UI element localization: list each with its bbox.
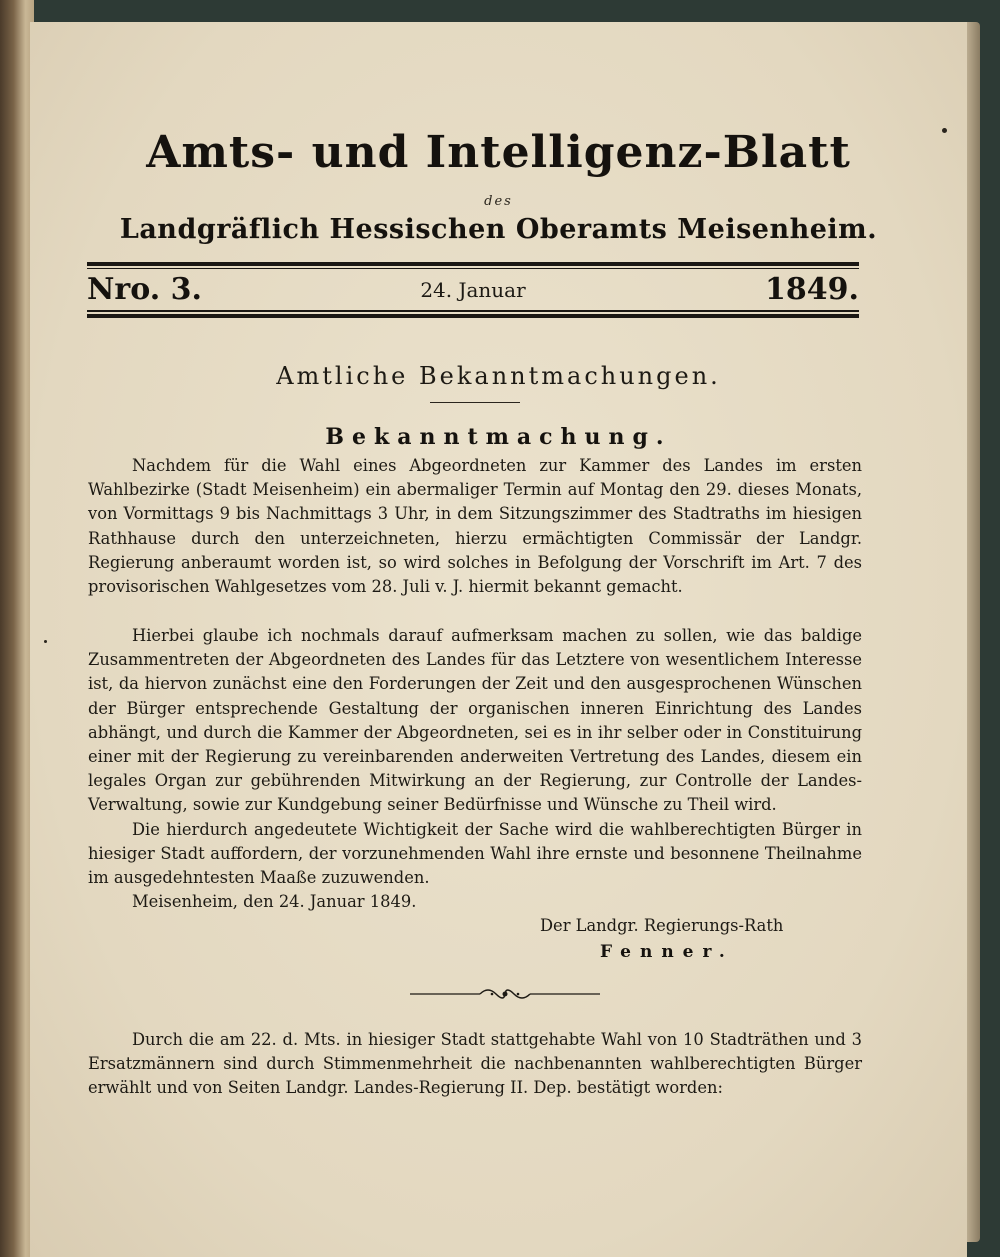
signature-name: Fenner. [600, 942, 734, 962]
notice-dateline: Meisenheim, den 24. Januar 1849. [132, 892, 417, 911]
ink-speck [942, 128, 947, 133]
header-rule-top-thin [87, 268, 859, 269]
newspaper-page [30, 22, 967, 1257]
section-title: Amtliche Bekanntmachungen. [276, 362, 721, 390]
notice-title: Bekanntmachung. [325, 424, 672, 450]
masthead-title: Amts- und Intelligenz-Blatt [146, 127, 851, 178]
second-notice-paragraph: Durch die am 22. d. Mts. in hiesiger Stadt stattgehabte Wahl von 10 Stadträthen und 3 Ersatzmännern sind durch Stimmenmehrheit die nachbenannten wahlberechtigten Bürger erwählt und von Seiten Landgr. Landes-Regierung II. Dep. bestätigt worden: [88, 1030, 862, 1098]
issue-number-value: 3. [170, 272, 202, 307]
masthead-des: des [484, 194, 513, 209]
section-divider [430, 402, 520, 403]
ornament-divider-icon [410, 982, 600, 1006]
header-rule-bottom-thin [87, 310, 859, 312]
masthead-subtitle: Landgräflich Hessischen Oberamts Meisenheim. [119, 214, 878, 245]
notice-paragraph-1: Nachdem für die Wahl eines Abgeordneten zur Kammer des Landes im ersten Wahlbezirke (Stadt Meisenheim) ein abermaliger Termin auf Montag den 29. dieses Monats, von Vormittags 9 bis Nachmittags 3 Uhr, in dem Sitzungszimmer des Stadtraths im hiesigen Rathhause durch den unterzeichneten, hierzu ermächtigten Commissär der Landgr. Regierung anberaumt worden ist, so wird solches in Befolgung der Vorschrift im Art. 7 des provisorischen Wahlgesetzes vom 28. Juli v. J. hiermit bekannt gemacht. [88, 456, 862, 597]
ink-speck [44, 640, 47, 643]
header-rule-bottom [87, 314, 859, 318]
book-binding [0, 0, 34, 1257]
signature-title: Der Landgr. Regierungs-Rath [540, 916, 784, 935]
header-rule-top [87, 262, 859, 266]
notice-paragraph-3: Die hierdurch angedeutete Wichtigkeit der Sache wird die wahlberechtigten Bürger in hiesiger Stadt auffordern, der vorzunehmenden Wahl ihre ernste und besonnene Theilnahme im ausgedehntesten Maaße zuzuwenden. [88, 820, 862, 888]
issue-number-prefix: Nro. [87, 272, 161, 307]
issue-year: 1849. [765, 272, 859, 307]
notice-paragraph-2: Hierbei glaube ich nochmals darauf aufmerksam machen zu sollen, wie das baldige Zusammentreten der Abgeordneten des Landes für das Letztere von wesentlichem Interesse ist, da hiervon zunächst eine den Forderungen der Zeit und den ausgesprochenen Wünschen der Bürger entsprechende Gestaltung der organischen inneren Einrichtung des Landes abhängt, und durch die Kammer der Abgeordneten, sei es in ihr selber oder in Constituirung einer mit der Regierung zu vereinbarenden anderweiten Vertretung des Landes, diesem ein legales Organ zur gebührenden Mitwirkung an der Regierung, zur Controlle der Landes-Verwaltung, sowie zur Kundgebung seiner Bedürfnisse und Wünsche zu Theil wird. [88, 626, 862, 815]
issue-line [87, 270, 859, 308]
issue-date: 24. Januar [420, 278, 526, 302]
